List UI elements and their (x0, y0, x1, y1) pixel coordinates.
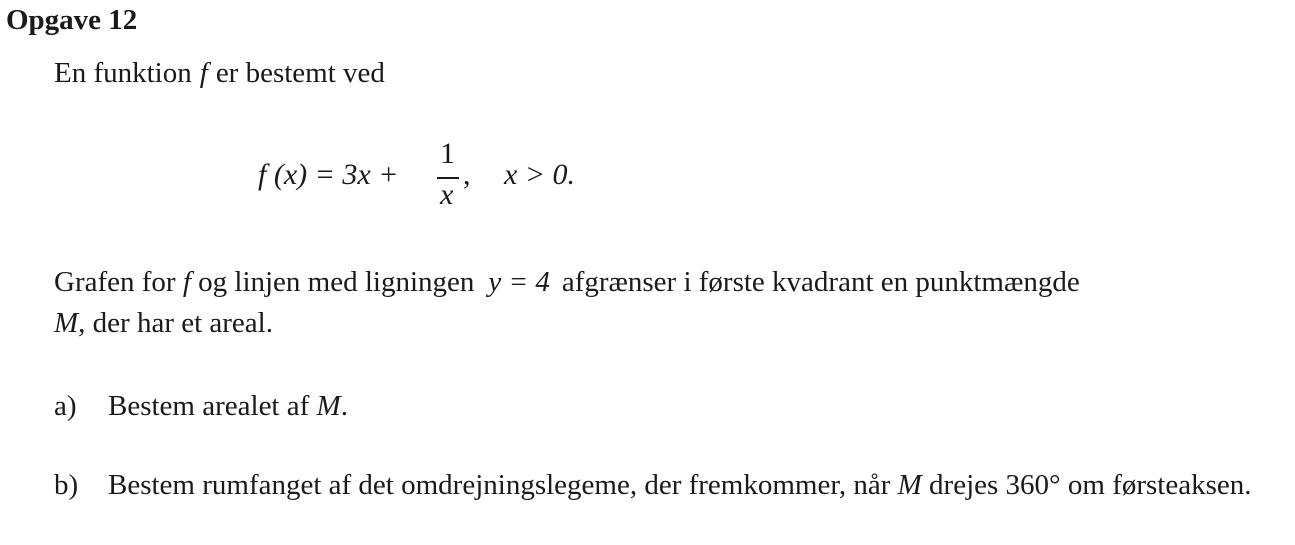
task-b-set-symbol: M (897, 469, 922, 501)
task-a-label: a) (54, 390, 77, 422)
line-equation: y = 4 (488, 266, 550, 298)
task-b-label: b) (54, 469, 79, 501)
exercise-heading: Opgave 12 (6, 4, 138, 36)
fraction-denominator: x (440, 178, 454, 211)
set-symbol: M (54, 307, 79, 339)
function-symbol-inline: f (182, 266, 191, 298)
task-a-body: Bestem arealet af (108, 390, 317, 422)
task-b-text (108, 467, 1293, 503)
paragraph-text-1: Grafen for (54, 266, 183, 298)
problem-paragraph (54, 262, 1284, 344)
paragraph-text-4: , der har et areal. (78, 307, 273, 339)
intro-text-after: er bestemt ved (215, 57, 385, 89)
paragraph-text-3: afgrænser i første kvadrant en punktmængde (561, 266, 1080, 298)
task-b-body: Bestem rumfanget af det omdrejningslegeme, der fremkommer, når (108, 469, 898, 501)
fraction (436, 137, 460, 218)
formula-lhs: f (x) = 3x + (258, 158, 399, 191)
task-a (54, 388, 1289, 428)
fraction-numerator: 1 (440, 137, 455, 170)
function-symbol: f (199, 57, 208, 89)
task-a-set-symbol: M (316, 390, 341, 422)
task-a-end: . (340, 390, 348, 422)
task-a-text (108, 388, 1293, 424)
paragraph-text-2: og linjen med ligningen (190, 266, 475, 298)
intro-line (54, 56, 385, 90)
task-b (54, 467, 1289, 542)
domain-condition: x > 0. (504, 158, 576, 191)
intro-text-before: En funktion (54, 57, 192, 89)
formula-comma: , (463, 158, 471, 191)
task-b-end: drejes 360° om førsteaksen. (921, 469, 1252, 501)
